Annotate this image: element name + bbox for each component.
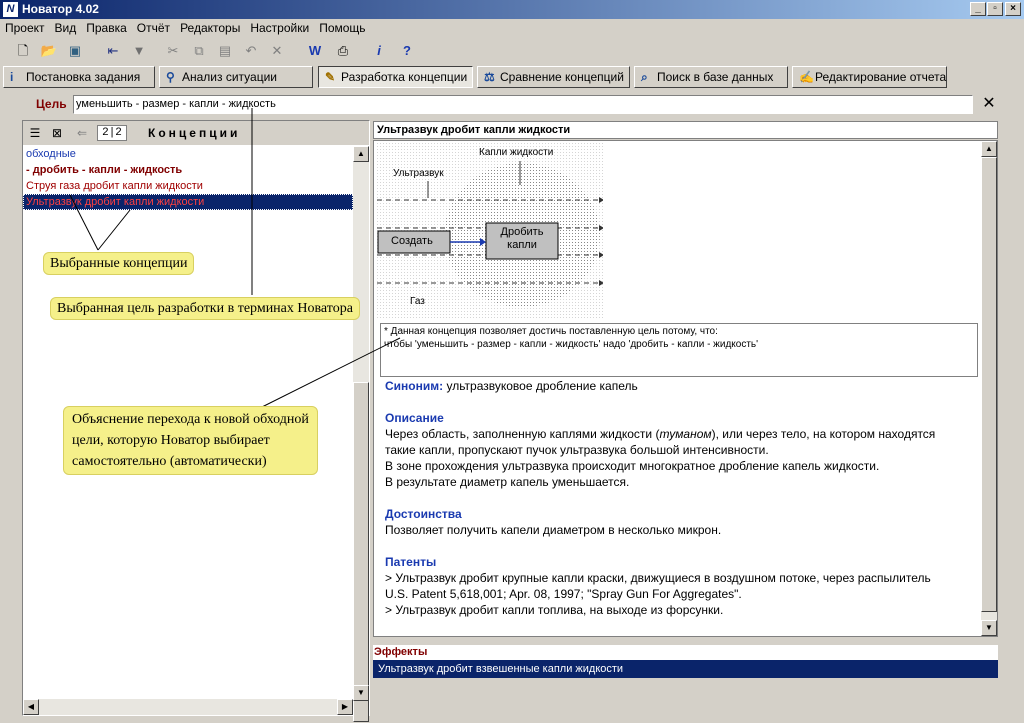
search-icon: ⌕	[641, 70, 648, 84]
advantages-text: Позволяет получить капели диаметром в несколько микрон.	[385, 523, 722, 537]
callout-goal: Выбранная цель разработки в терминах Новатора	[50, 297, 360, 320]
tab-concept-development[interactable]: ✎ Разработка концепции	[318, 66, 473, 88]
paste-icon[interactable]: ▤	[218, 43, 232, 58]
effects-heading: Эффекты	[373, 645, 998, 660]
new-file-icon[interactable]: 🗋	[17, 43, 29, 58]
tab-report-editing[interactable]: ✍Редактирование отчета	[792, 66, 947, 88]
description-heading: Описание	[385, 411, 444, 425]
app-icon: N	[3, 2, 18, 17]
menu-help[interactable]: Помощь	[319, 21, 366, 35]
open-folder-icon[interactable]: 📂	[40, 43, 58, 58]
copy-icon[interactable]: ⧉	[194, 43, 204, 58]
pencil-icon: ✎	[325, 70, 336, 84]
synonym-value: ультразвуковое дробление капель	[446, 379, 638, 393]
diagram-label-ultrasound: Ультразвук	[393, 168, 444, 179]
effects-item-selected[interactable]: Ультразвук дробит взвешенные капли жидкости	[373, 660, 998, 678]
print-icon[interactable]: ⎙	[337, 43, 349, 58]
goal-label: Цель	[36, 97, 67, 111]
microscope-icon: ⚲	[166, 70, 175, 84]
save-icon[interactable]: ▣	[68, 43, 82, 58]
menu-editors[interactable]: Редакторы	[180, 21, 241, 35]
info-icon[interactable]: i	[377, 43, 381, 58]
description-line-2: такие капли, пропускают пучок ультразвука большой интенсивности.	[385, 443, 769, 457]
tab-concept-comparison[interactable]: ⚖ Сравнение концепций	[477, 66, 630, 88]
list-item-selected[interactable]: Ультразвук дробит капли жидкости	[23, 194, 353, 210]
description-line-3: В зоне прохождения ультразвука происходит многократное дробление капель жидкости.	[385, 459, 880, 473]
export-icon[interactable]: ⇤	[107, 43, 119, 58]
callout-explanation: Объяснение перехода к новой обходной цели, которую Новатор выбирает самостоятельно (автоматически)	[63, 406, 318, 475]
explanation-box: * Данная концепция позволяет достичь поставленную цель потому, что: чтобы 'уменьшить - размер - капли - жидкость' надо 'дробить - капли - жидкость'	[380, 323, 978, 377]
scroll-up-icon[interactable]: ▲	[353, 146, 369, 162]
goal-input[interactable]: уменьшить - размер - капли - жидкость	[73, 95, 973, 114]
help-icon[interactable]: ?	[403, 43, 411, 58]
advantages-heading: Достоинства	[385, 507, 462, 521]
menu-settings[interactable]: Настройки	[250, 21, 310, 35]
back-arrow-icon[interactable]: ⇐	[76, 126, 88, 140]
menu-edit[interactable]: Правка	[86, 21, 127, 35]
cut-icon[interactable]: ✂	[167, 43, 179, 58]
goal-close-icon[interactable]: ✕	[982, 95, 996, 112]
list-icon[interactable]: ☰	[29, 126, 41, 140]
word-icon[interactable]: W	[308, 43, 322, 58]
window-title: Новатор 4.02	[22, 2, 99, 16]
delete-icon[interactable]: ✕	[271, 43, 283, 58]
patents-heading: Патенты	[385, 555, 437, 569]
diagram-label-gas: Газ	[410, 296, 425, 307]
menu-project[interactable]: Проект	[5, 21, 45, 35]
menu-view[interactable]: Вид	[54, 21, 77, 35]
concepts-title: Концепции	[148, 126, 241, 140]
concept-title: Ультразвук дробит капли жидкости	[373, 121, 998, 139]
tab-task-statement[interactable]: i Постановка задания	[3, 66, 155, 88]
patent-line-3: > Ультразвук дробит капли топлива, на выходе из форсунки.	[385, 603, 724, 617]
scroll-right-icon[interactable]: ▶	[337, 699, 353, 715]
undo-icon[interactable]: ↶	[245, 43, 257, 58]
description-line-1: Через область, заполненную каплями жидкости (туманом), или через тело, на котором находятся	[385, 427, 936, 441]
list-item[interactable]: обходные	[26, 148, 76, 160]
close-button[interactable]: ×	[1005, 2, 1021, 16]
synonym-label: Синоним:	[385, 379, 444, 393]
patent-line-1: > Ультразвук дробит крупные капли краски, движущиеся в воздушном потоке, через распылитель	[385, 571, 931, 585]
scroll-up-icon[interactable]: ▲	[981, 141, 997, 157]
diagram-box-create: Создать	[391, 235, 433, 247]
tab-situation-analysis[interactable]: ⚲ Анализ ситуации	[159, 66, 313, 88]
delete-list-icon[interactable]: ⊠	[51, 126, 63, 140]
list-item[interactable]: Струя газа дробит капли жидкости	[26, 180, 203, 192]
callout-selected-concepts: Выбранные концепции	[43, 252, 194, 275]
compare-icon: ⚖	[484, 70, 495, 84]
edit-report-icon: ✍	[799, 70, 814, 84]
concept-count: 2|2	[97, 125, 127, 141]
maximize-button[interactable]: ▫	[987, 2, 1003, 16]
diagram-label-drops: Капли жидкости	[479, 147, 554, 158]
info-icon: i	[10, 70, 14, 84]
description-line-4: В результате диаметр капель уменьшается.	[385, 475, 630, 489]
scroll-down-icon[interactable]: ▼	[353, 685, 369, 701]
patent-line-2: U.S. Patent 5,618,001; Apr. 08, 1997; "Spray Gun For Aggregates".	[385, 587, 742, 601]
download-icon[interactable]: ▼	[132, 43, 146, 58]
menu-report[interactable]: Отчёт	[136, 21, 171, 35]
diagram-box-break: Дробить капли	[500, 226, 544, 251]
list-item[interactable]: - дробить - капли - жидкость	[26, 164, 183, 176]
scroll-left-icon[interactable]: ◀	[23, 699, 39, 715]
tab-database-search[interactable]: ⌕ Поиск в базе данных	[634, 66, 788, 88]
scroll-down-icon[interactable]: ▼	[981, 620, 997, 636]
minimize-button[interactable]: _	[970, 2, 986, 16]
